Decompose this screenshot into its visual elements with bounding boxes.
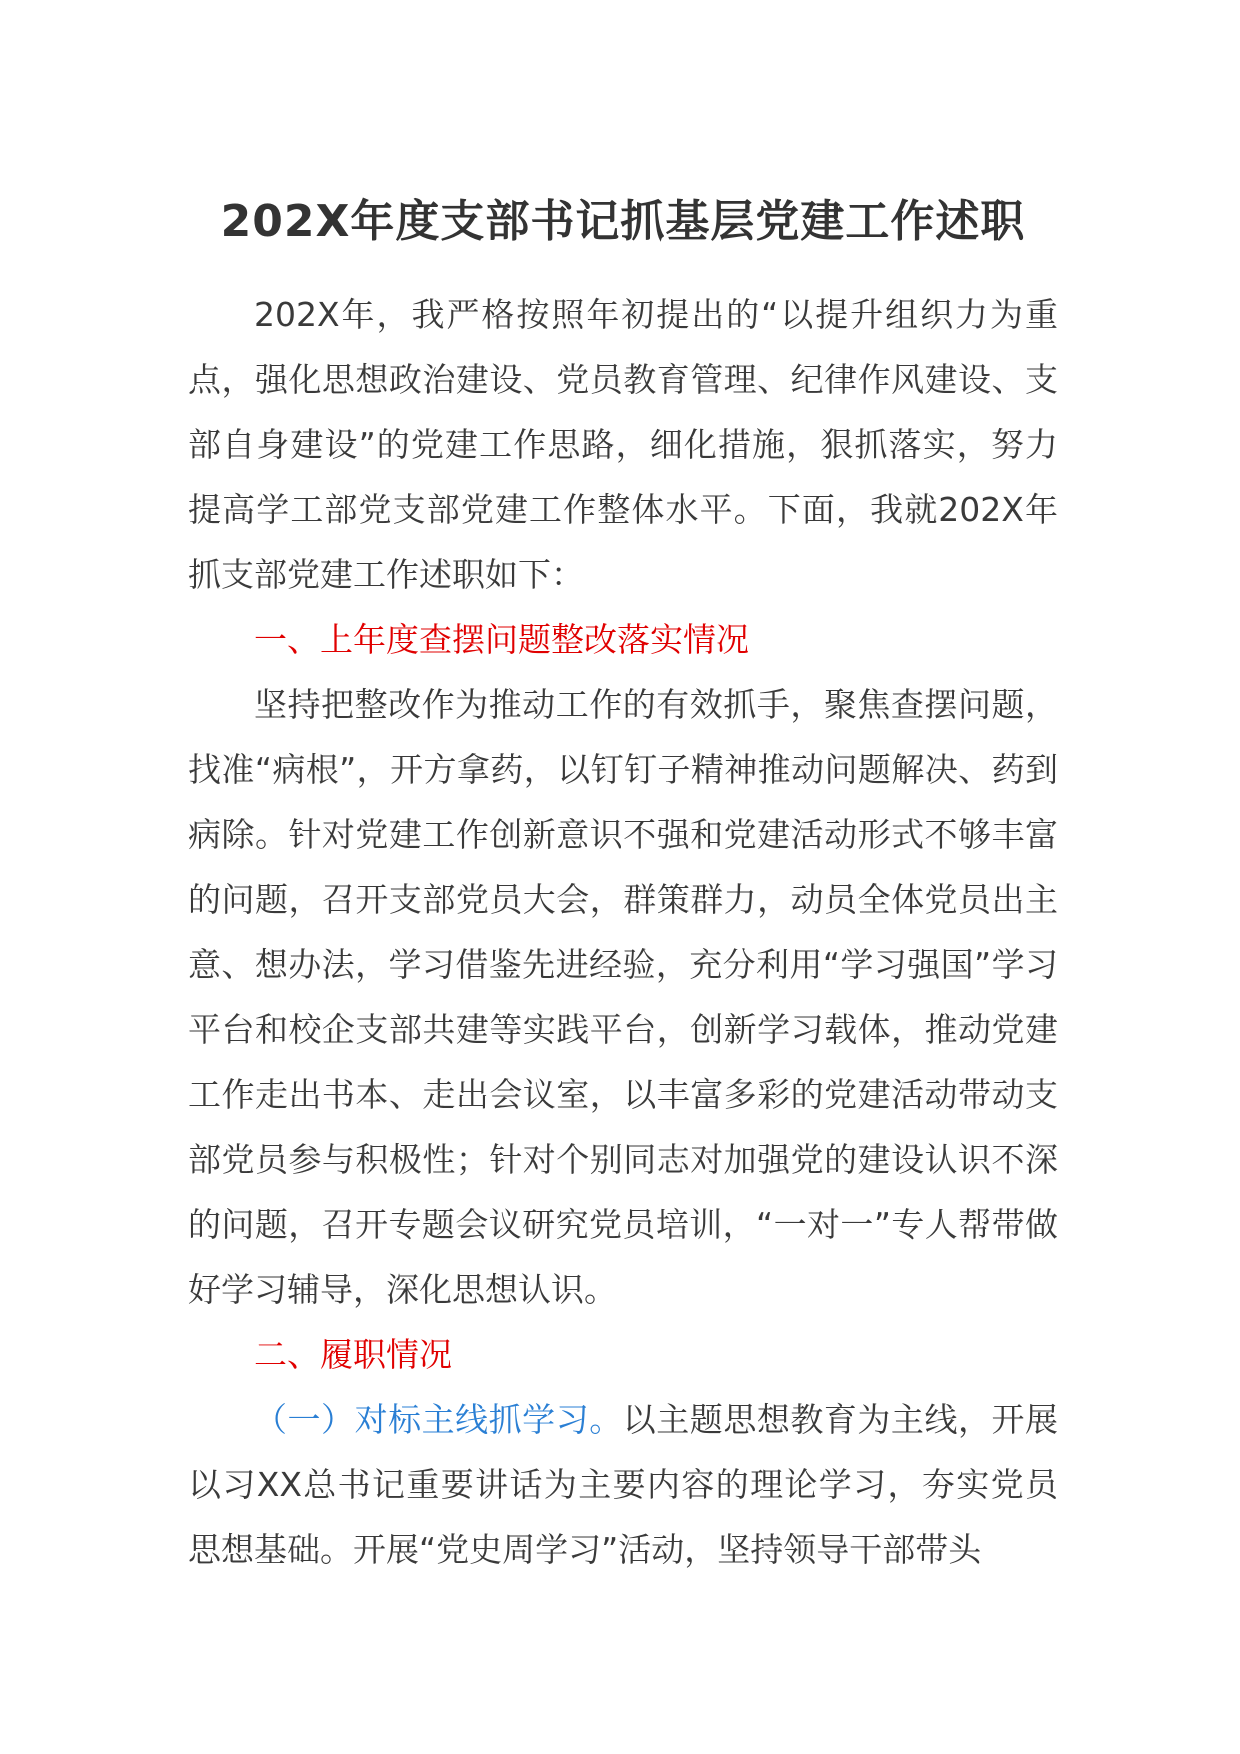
section1-heading: 一、上年度查摆问题整改落实情况 [254, 620, 749, 659]
document-body [188, 282, 1058, 1582]
section2-heading: 二、履职情况 [254, 1335, 452, 1374]
section2-sub1-lead: （一）对标主线抓学习。 [254, 1400, 623, 1439]
section2-sub1-body: 以主题思想教育为主线，开展以习XX总书记重要讲话为主要内容的理论学习，夯实党员思想基础。开展“党史周学习”活动，坚持领导干部带头 [188, 1400, 1059, 1569]
section1-paragraph: 坚持把整改作为推动工作的有效抓手，聚焦查摆问题，找准“病根”，开方拿药，以钉钉子精神推动问题解决、药到病除。针对党建工作创新意识不强和党建活动形式不够丰富的问题，召开支部党员大会，群策群力，动员全体党员出主意、想办法，学习借鉴先进经验，充分利用“学习强国”学习平台和校企支部共建等实践平台，创新学习载体，推动党建工作走出书本、走出会议室，以丰富多彩的党建活动带动支部党员参与积极性；针对个别同志对加强党的建设认识不深的问题，召开专题会议研究党员培训，“一对一”专人帮带做好学习辅导，深化思想认识。 [188, 685, 1058, 1309]
document-title: 202X年度支部书记抓基层党建工作述职 [220, 196, 1026, 247]
section2-sub1-paragraph [188, 1387, 1058, 1582]
intro-paragraph: 202X年，我严格按照年初提出的“以提升组织力为重点，强化思想政治建设、党员教育管理、纪律作风建设、支部自身建设”的党建工作思路，细化措施，狠抓落实，努力提高学工部党支部党建工作整体水平。下面，我就202X年抓支部党建工作述职如下： [188, 295, 1058, 594]
